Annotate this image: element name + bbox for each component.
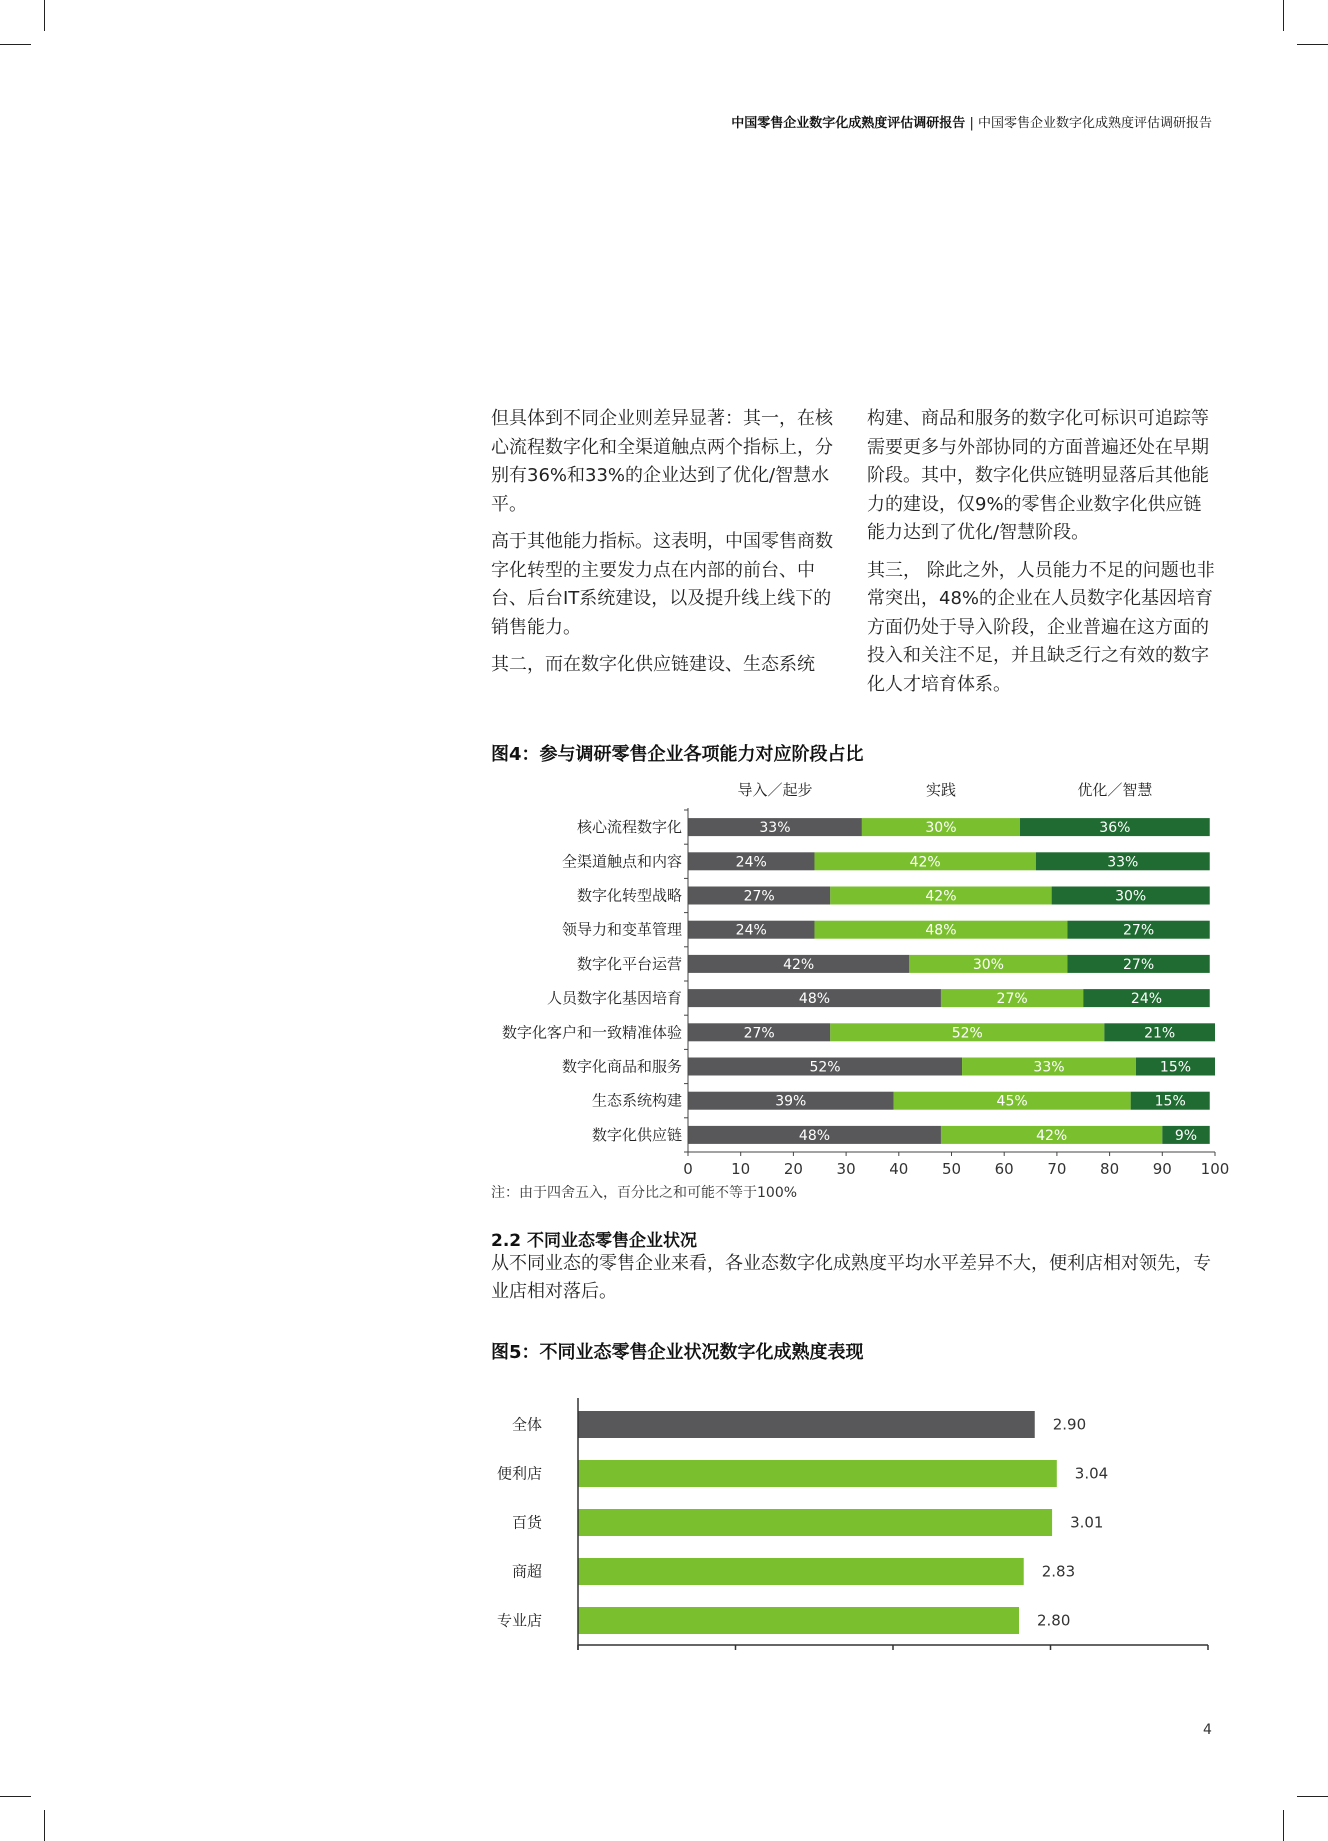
tick-label: 60 xyxy=(994,1160,1014,1178)
crop-mark xyxy=(1297,1796,1328,1797)
paragraph: 但具体到不同企业则差异显著：其一，在核心流程数字化和全渠道触点两个指标上，分别有36%和33%的企业达到了优化/智慧水平。 xyxy=(491,408,833,515)
data-label: 30% xyxy=(925,820,957,837)
data-label: 2.80 xyxy=(1037,1611,1071,1630)
category-label: 数字化供应链 xyxy=(591,1125,682,1144)
data-label: 24% xyxy=(1130,991,1163,1008)
data-label: 52% xyxy=(951,1025,983,1042)
data-label: 15% xyxy=(1159,1059,1192,1076)
running-header xyxy=(731,112,1212,131)
bar xyxy=(578,1509,1052,1536)
category-label: 全渠道触点和内容 xyxy=(561,852,682,871)
paragraph: 其三， 除此之外，人员能力不足的问题也非常突出，48%的企业在人员数字化基因培育方面仍处于导入阶段，企业普遍在这方面的投入和关注不足，并且缺乏行之有效的数字化人才培育体系。 xyxy=(867,559,1215,695)
data-label: 27% xyxy=(743,1025,775,1042)
category-label: 人员数字化基因培育 xyxy=(546,989,682,1008)
category-label: 数字化商品和服务 xyxy=(561,1057,682,1076)
category-label: 便利店 xyxy=(496,1464,542,1483)
data-label: 27% xyxy=(1123,922,1155,939)
section-body: 从不同业态的零售企业来看，各业态数字化成熟度平均水平差异不大，便利店相对领先，专业店相对落后。 xyxy=(491,1253,1211,1302)
page-number: 4 xyxy=(1203,1722,1212,1738)
header-separator: | xyxy=(969,116,974,131)
bar xyxy=(578,1607,1019,1634)
crop-mark xyxy=(0,1796,31,1797)
category-label: 商超 xyxy=(511,1562,542,1581)
data-label: 3.01 xyxy=(1070,1513,1104,1532)
tick-label: 20 xyxy=(783,1160,803,1178)
data-label: 48% xyxy=(925,922,957,939)
data-label: 27% xyxy=(1123,956,1155,973)
header-title-bold: 中国零售企业数字化成熟度评估调研报告 xyxy=(731,116,966,131)
category-label: 百货 xyxy=(511,1513,542,1532)
data-label: 52% xyxy=(809,1059,841,1076)
data-label: 24% xyxy=(735,854,767,871)
category-label: 数字化平台运营 xyxy=(576,954,682,973)
data-label: 42% xyxy=(1036,1127,1068,1144)
paragraph: 其二，而在数字化供应链建设、生态系统 xyxy=(491,654,815,675)
data-label: 42% xyxy=(783,956,815,973)
data-label: 27% xyxy=(743,888,775,905)
data-label: 21% xyxy=(1144,1025,1176,1042)
tick-label: 70 xyxy=(1047,1160,1067,1178)
tick-label: 0 xyxy=(683,1160,693,1178)
tick-label: 10 xyxy=(731,1160,751,1178)
crop-mark xyxy=(1283,0,1284,31)
category-label: 核心流程数字化 xyxy=(576,818,682,837)
bar xyxy=(578,1460,1057,1487)
tick-label: 40 xyxy=(889,1160,909,1178)
crop-mark xyxy=(44,0,45,31)
data-label: 39% xyxy=(775,1093,807,1110)
figure-4-note: 注：由于四舍五入，百分比之和可能不等于100% xyxy=(491,1185,798,1201)
left-column xyxy=(491,405,841,689)
paragraph: 构建、商品和服务的数字化可标识可追踪等需要更多与外部协同的方面普遍还处在早期阶段。其中，数字化供应链明显落后其他能力的建设，仅9%的零售企业数字化供应链能力达到了优化/智慧阶段。 xyxy=(867,408,1209,543)
crop-mark xyxy=(0,44,31,45)
bar-chart xyxy=(470,1390,1230,1650)
legend-label: 导入／起步 xyxy=(737,781,813,799)
stacked-bar-chart xyxy=(470,770,1230,1180)
figure-5-title: 图5：不同业态零售企业状况数字化成熟度表现 xyxy=(491,1342,864,1363)
data-label: 42% xyxy=(925,888,957,905)
data-label: 33% xyxy=(1033,1059,1065,1076)
figure-4-title: 图4：参与调研零售企业各项能力对应阶段占比 xyxy=(491,744,864,765)
tick-label: 90 xyxy=(1152,1160,1172,1178)
tick-label: 30 xyxy=(836,1160,856,1178)
category-label: 全体 xyxy=(511,1415,542,1434)
legend-label: 实践 xyxy=(925,781,956,799)
data-label: 3.04 xyxy=(1074,1464,1109,1483)
right-column xyxy=(867,405,1217,708)
tick-label: 50 xyxy=(941,1160,962,1178)
data-label: 9% xyxy=(1174,1127,1198,1144)
bar xyxy=(578,1558,1024,1585)
data-label: 27% xyxy=(996,991,1028,1008)
category-label: 数字化转型战略 xyxy=(576,886,682,905)
paragraph: 高于其他能力指标。这表明，中国零售商数字化转型的主要发力点在内部的前台、中台、后台IT系统建设，以及提升线上线下的销售能力。 xyxy=(491,531,833,638)
category-label: 专业店 xyxy=(496,1611,542,1630)
section-title: 2.2 不同业态零售企业状况 xyxy=(491,1231,698,1251)
data-label: 33% xyxy=(1107,854,1139,871)
tick-label: 80 xyxy=(1100,1160,1120,1178)
data-label: 48% xyxy=(798,991,831,1008)
data-label: 48% xyxy=(798,1127,831,1144)
crop-mark xyxy=(1297,44,1328,45)
data-label: 42% xyxy=(909,854,941,871)
category-label: 领导力和变革管理 xyxy=(561,920,682,939)
header-title-light: 中国零售企业数字化成熟度评估调研报告 xyxy=(977,116,1212,131)
data-label: 15% xyxy=(1154,1093,1186,1110)
data-label: 2.90 xyxy=(1052,1415,1087,1434)
bar xyxy=(578,1411,1035,1438)
data-label: 45% xyxy=(996,1093,1028,1110)
data-label: 2.83 xyxy=(1041,1562,1076,1581)
data-label: 30% xyxy=(972,956,1004,973)
category-label: 数字化客户和一致精准体验 xyxy=(501,1023,682,1042)
data-label: 24% xyxy=(735,922,767,939)
category-label: 生态系统构建 xyxy=(591,1091,682,1110)
crop-mark xyxy=(1283,1810,1284,1841)
crop-mark xyxy=(44,1810,45,1841)
tick-label: 100 xyxy=(1200,1160,1230,1178)
data-label: 33% xyxy=(759,820,791,837)
data-label: 30% xyxy=(1115,888,1147,905)
legend-label: 优化／智慧 xyxy=(1077,781,1153,799)
data-label: 36% xyxy=(1099,820,1131,837)
